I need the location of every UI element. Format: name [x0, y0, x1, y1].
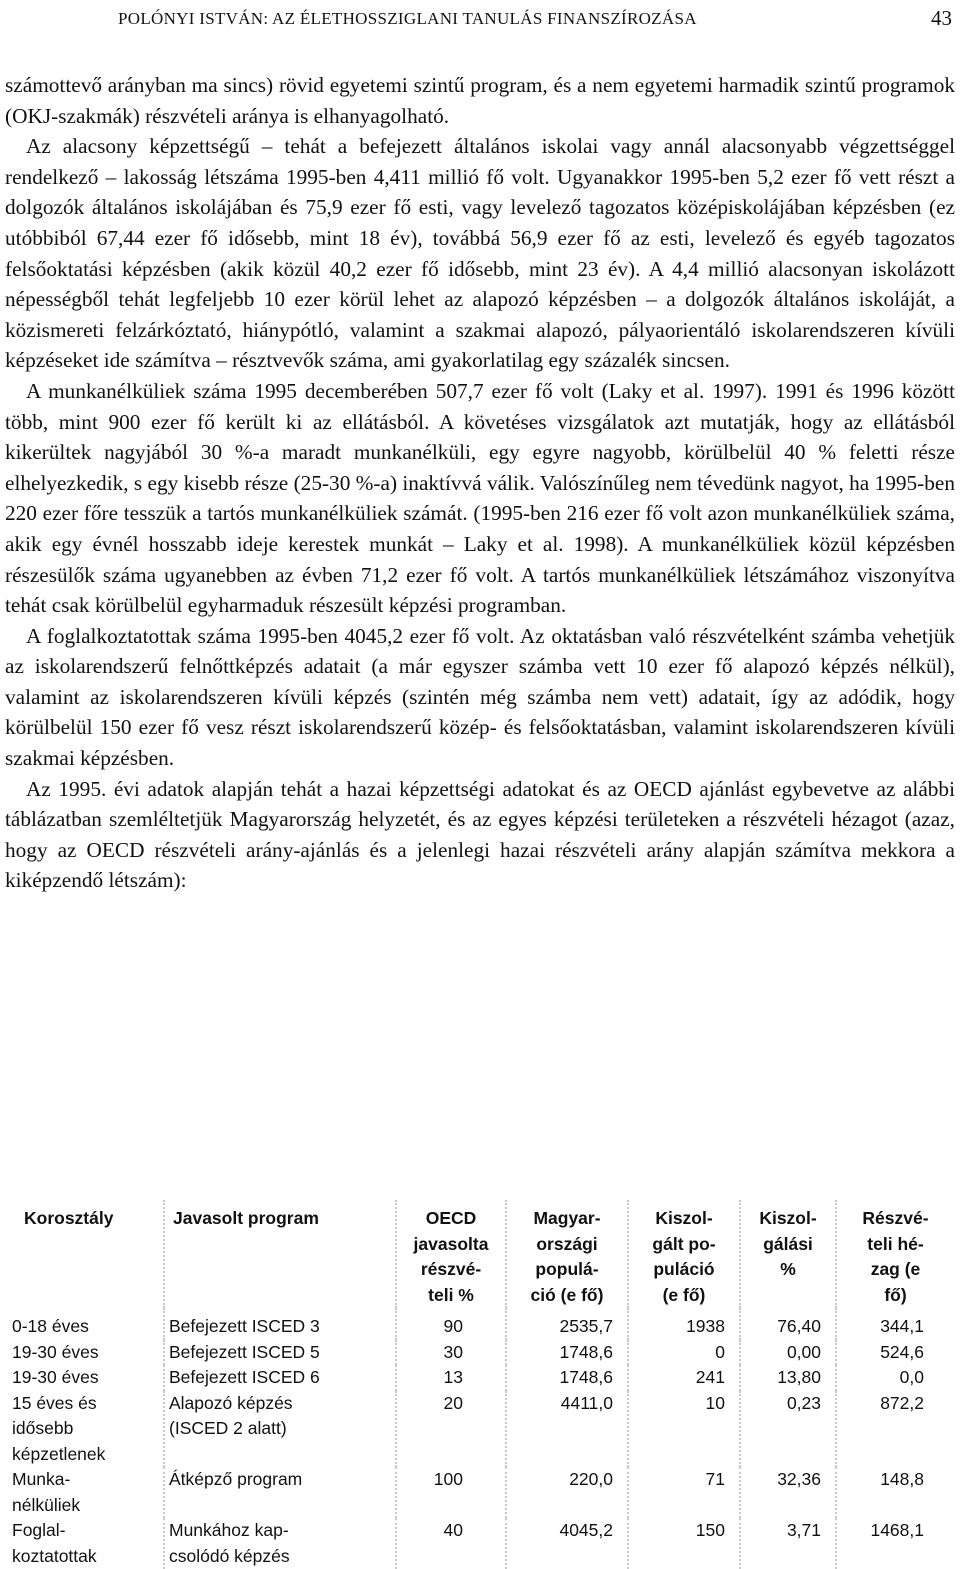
program-cell: Átképző program	[164, 1467, 396, 1518]
population-cell: 220,0	[506, 1467, 628, 1518]
table-row	[6, 1518, 954, 1569]
served-cell: 10	[628, 1391, 740, 1468]
population-cell: 2535,7	[506, 1308, 628, 1340]
served-pct-cell: 0,23	[740, 1391, 836, 1468]
age-group-cell: 19-30 éves	[12, 1367, 99, 1387]
oecd-pct-cell: 90	[396, 1308, 506, 1340]
population-cell: 4045,2	[506, 1518, 628, 1569]
column-header: Javasolt program	[164, 1200, 396, 1308]
oecd-pct-cell: 20	[396, 1391, 506, 1468]
oecd-pct-cell: 100	[396, 1467, 506, 1518]
table-row	[6, 1467, 954, 1518]
served-pct-cell: 0,00	[740, 1340, 836, 1366]
program-cell: Befejezett ISCED 5	[164, 1340, 396, 1366]
program-cell: Alapozó képzés (ISCED 2 alatt)	[164, 1391, 396, 1468]
column-header: OECD javasolta részvé- teli %	[396, 1200, 506, 1308]
body-text	[5, 70, 955, 896]
table-row	[6, 1308, 954, 1340]
paragraph: A munkanélküliek száma 1995 decemberében 507,7 ezer fő volt (Laky et al. 1997). 1991 és 1996 között több, mint 900 ezer fő került ki az ellátásból. A követéses vizsgálatok azt mutatják, hogy az ellátásból kikerültek nagyjából 30 %-a maradt munkanélküli, egy egyre nagyobb, körülbelül 40 % feletti része elhelyezkedik, s egy kisebb része (25-30 %-a) inaktívvá válik. Valószínűleg nem tévedünk nagyot, ha 1995-ben 220 ezer főre tesszük a tartós munkanélküliek számát. (1995-ben 216 ezer fő volt azon munkanélküliek száma, akik egy évnél hosszabb ideje kerestek munkát – Laky et al. 1998). A munkanélküliek közül képzésben részesülők száma ugyanebben az évben 71,2 ezer fő volt. A tartós munkanélküliek létszámához viszonyítva tehát csak körülbelül egyharmaduk részesült képzési programban.	[5, 378, 955, 618]
column-header: Korosztály	[24, 1208, 114, 1228]
gap-cell: 148,8	[836, 1467, 954, 1518]
served-cell: 1938	[628, 1308, 740, 1340]
page-header	[118, 6, 952, 32]
oecd-pct-cell: 13	[396, 1365, 506, 1391]
served-cell: 150	[628, 1518, 740, 1569]
paragraph: Az 1995. évi adatok alapján tehát a hazai képzettségi adatokat és az OECD ajánlást egybevetve az alábbi táblázatban szemléltetjük Magyarország helyzetét, és az egyes képzési területeken a részvételi hézagot (azaz, hogy az OECD részvételi arány-ajánlás és a jelenlegi hazai részvételi arány alapján számítva mekkora a kiképzendő létszám):	[5, 776, 955, 893]
column-header: Részvé- teli hé- zag (e fő)	[836, 1200, 954, 1308]
gap-cell: 872,2	[836, 1391, 954, 1468]
served-pct-cell: 13,80	[740, 1365, 836, 1391]
served-cell: 241	[628, 1365, 740, 1391]
served-pct-cell: 3,71	[740, 1518, 836, 1569]
served-cell: 71	[628, 1467, 740, 1518]
population-cell: 1748,6	[506, 1365, 628, 1391]
program-cell: Befejezett ISCED 6	[164, 1365, 396, 1391]
served-pct-cell: 76,40	[740, 1308, 836, 1340]
oecd-pct-cell: 40	[396, 1518, 506, 1569]
oecd-pct-cell: 30	[396, 1340, 506, 1366]
column-header: Magyar- országi populá- ció (e fő)	[506, 1200, 628, 1308]
gap-cell: 524,6	[836, 1340, 954, 1366]
age-group-cell: Munka- nélküliek	[12, 1469, 81, 1515]
table-row	[6, 1340, 954, 1366]
age-group-cell: 15 éves és idősebb képzetlenek	[12, 1392, 106, 1464]
participation-table	[6, 1200, 954, 1569]
population-cell: 4411,0	[506, 1391, 628, 1468]
table-header-row	[6, 1200, 954, 1308]
paragraph: A foglalkoztatottak száma 1995-ben 4045,2 ezer fő volt. Az oktatásban való részvételként számba vehetjük az iskolarendszerű felnőttképzés adatait (a már egyszer számba vett 10 ezer fő alapozó képzés nélkül), valamint az iskolarendszeren kívüli képzés (szintén még számba nem vett) adatait, így az adódik, hogy körülbelül 150 ezer fő vesz részt iskolarendszerű közép- és felsőoktatásban, valamint iskolarendszeren kívüli szakmai képzésben.	[5, 623, 955, 771]
table-row	[6, 1391, 954, 1468]
paragraph: Az alacsony képzettségű – tehát a befejezett általános iskolai vagy annál alacsonyabb végzettséggel rendelkező – lakosság létszáma 1995-ben 4,411 millió fő volt. Ugyanakkor 1995-ben 5,2 ezer fő vett részt a dolgozók általános iskolájában és 75,9 ezer fő esti, vagy levelező tagozatos középiskolájában képzésben (ez utóbbiból 67,44 ezer fő idősebb, mint 18 év), továbbá 56,9 ezer fő az esti, levelező és egyéb tagozatos felsőoktatási képzésben (akik közül 40,2 ezer fő idősebb, mint 23 év). A 4,4 millió alacsonyan iskolázott népességből tehát legfeljebb 10 ezer körül lehet az alapozó képzésben – a dolgozók általános iskoláját, a közismereti felzárkóztató, hiánypótló, valamint a szakmai alapozó, pályaorientáló iskolarendszeren kívüli képzéseket ide számítva – résztvevők száma, ami gyakorlatilag egy százalék sincsen.	[5, 134, 955, 373]
gap-cell: 1468,1	[836, 1518, 954, 1569]
age-group-cell: 19-30 éves	[12, 1341, 99, 1362]
column-header: Kiszol- gálási %	[740, 1200, 836, 1308]
age-group-cell: 0-18 éves	[12, 1316, 89, 1336]
gap-cell: 344,1	[836, 1308, 954, 1340]
age-group-cell: Foglal- koztatottak	[12, 1520, 97, 1566]
page-number: 43	[931, 6, 952, 30]
program-cell: Munkához kap- csolódó képzés	[164, 1518, 396, 1569]
served-cell: 0	[628, 1340, 740, 1366]
gap-cell: 0,0	[836, 1365, 954, 1391]
served-pct-cell: 32,36	[740, 1467, 836, 1518]
paragraph: számottevő arányban ma sincs) rövid egyetemi szintű program, és a nem egyetemi harmadik szintű programok (OKJ-szakmák) részvételi aránya is elhanyagolható.	[5, 73, 955, 128]
column-header: Kiszol- gált po- puláció (e fő)	[628, 1200, 740, 1308]
table-row	[6, 1365, 954, 1391]
running-title: POLÓNYI ISTVÁN: AZ ÉLETHOSSZIGLANI TANULÁS FINANSZÍROZÁSA	[118, 9, 697, 28]
program-cell: Befejezett ISCED 3	[164, 1308, 396, 1340]
population-cell: 1748,6	[506, 1340, 628, 1366]
